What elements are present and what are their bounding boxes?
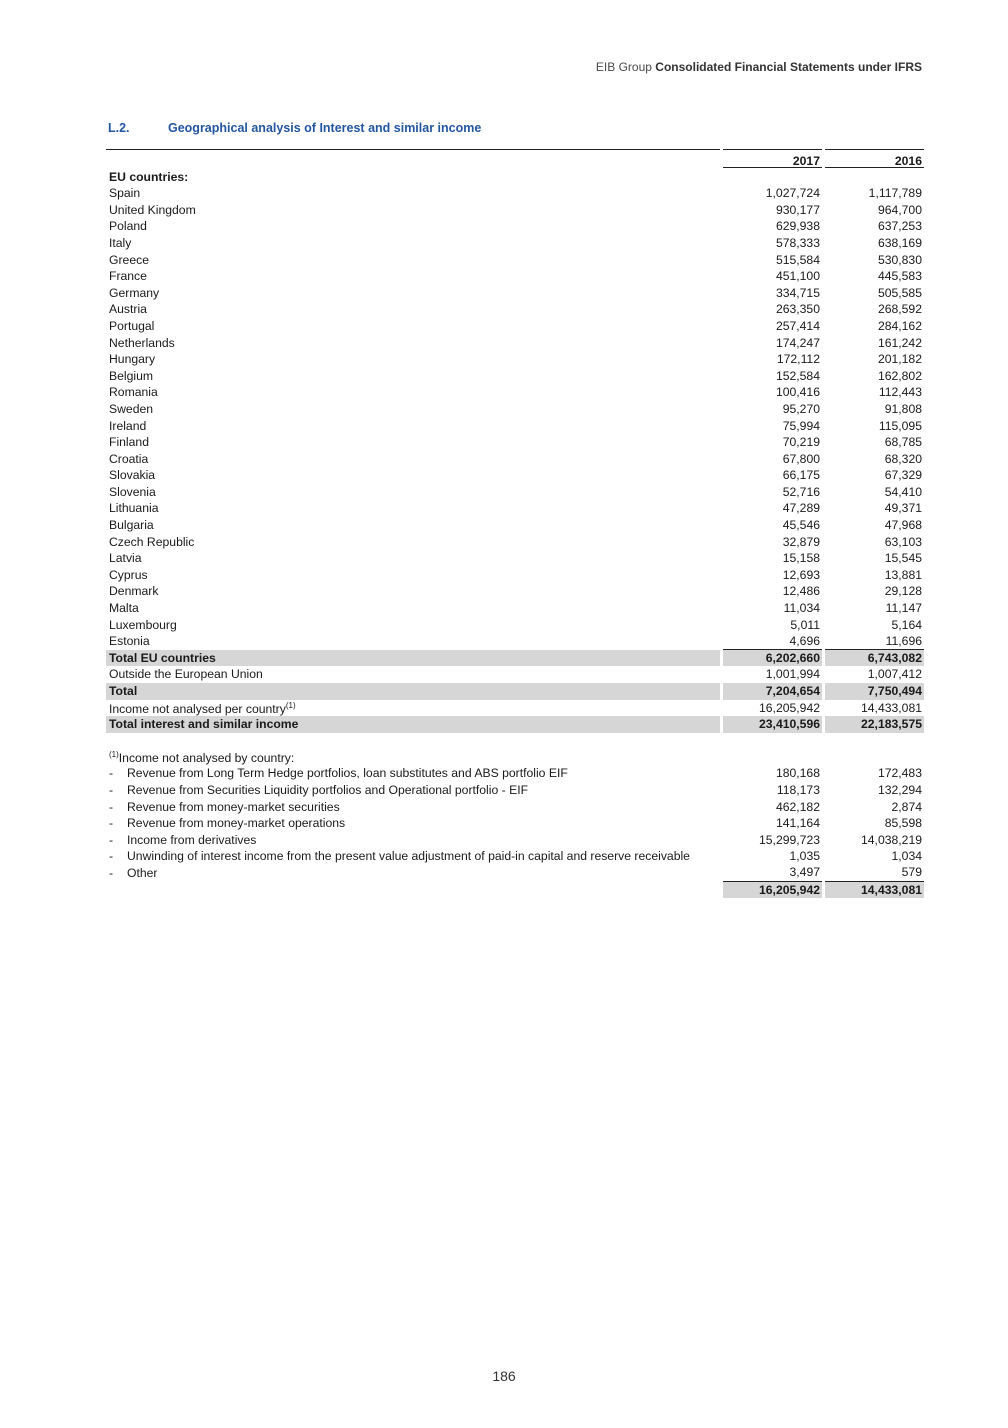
table-row bbox=[106, 185, 924, 202]
column-header-2017: 2017 bbox=[723, 153, 822, 168]
country-name: Romania bbox=[109, 385, 158, 400]
income-table bbox=[106, 148, 924, 898]
value-2016: 201,182 bbox=[877, 352, 922, 367]
eu-heading: EU countries: bbox=[109, 169, 189, 184]
total-eu-label: Total EU countries bbox=[106, 650, 720, 667]
table-row bbox=[106, 335, 924, 352]
note-item-text: Revenue from money-market securities bbox=[127, 799, 340, 814]
value-2016: 505,585 bbox=[877, 285, 922, 300]
value-2017: 4,696 bbox=[723, 633, 822, 651]
section-heading: Geographical analysis of Interest and similar income bbox=[168, 121, 482, 135]
value-2017: 152,584 bbox=[775, 368, 820, 383]
value-2016: 54,410 bbox=[884, 484, 922, 499]
value-2016: 85,598 bbox=[884, 816, 922, 831]
value-2017: 451,100 bbox=[775, 269, 820, 284]
list-item bbox=[106, 765, 924, 782]
value-2017: 172,112 bbox=[776, 352, 820, 367]
value-2016: 2,874 bbox=[891, 799, 922, 814]
value-2017: 3,497 bbox=[723, 864, 822, 882]
value-2016: 112,443 bbox=[878, 385, 922, 400]
table-top-rule bbox=[106, 148, 924, 152]
value-2016: 29,128 bbox=[884, 584, 922, 599]
value-2016: 67,329 bbox=[884, 468, 922, 483]
section-title bbox=[108, 121, 481, 135]
table-row bbox=[106, 268, 924, 285]
country-name: Estonia bbox=[109, 634, 150, 649]
bullet: - bbox=[109, 865, 114, 880]
value-2017: 141,164 bbox=[775, 816, 820, 831]
value-2017: 257,414 bbox=[775, 318, 820, 333]
value-2017: 515,584 bbox=[775, 252, 820, 267]
note-item-text: Revenue from money-market operations bbox=[127, 816, 346, 831]
value-2017: 15,299,723 bbox=[759, 832, 820, 847]
list-item bbox=[106, 832, 924, 849]
country-name: Portugal bbox=[109, 318, 155, 333]
value-2017: 95,270 bbox=[782, 401, 820, 416]
country-name: Bulgaria bbox=[109, 518, 154, 533]
grand-total-row bbox=[106, 716, 924, 733]
country-name: Sweden bbox=[109, 401, 154, 416]
table-header-row bbox=[106, 152, 924, 169]
note-item-label bbox=[106, 832, 720, 849]
country-name: Netherlands bbox=[109, 335, 175, 350]
value-2016: 5,164 bbox=[891, 617, 922, 632]
section-number: L.2. bbox=[108, 121, 130, 135]
table-row bbox=[106, 500, 924, 517]
note-total-row bbox=[106, 882, 924, 899]
list-item bbox=[106, 799, 924, 816]
country-name: Italy bbox=[109, 235, 132, 250]
grand-total-label: Total interest and similar income bbox=[106, 716, 720, 733]
table-row bbox=[106, 252, 924, 269]
list-item bbox=[106, 782, 924, 799]
value-2016: 63,103 bbox=[884, 534, 922, 549]
table-row bbox=[106, 202, 924, 219]
total-eu-row bbox=[106, 650, 924, 667]
value-2017: 12,486 bbox=[782, 584, 820, 599]
value-2016: 284,162 bbox=[877, 318, 922, 333]
total-eu-2017: 6,202,660 bbox=[723, 650, 822, 667]
value-2016: 162,802 bbox=[877, 368, 922, 383]
bullet: - bbox=[109, 766, 114, 781]
not-analysed-2017: 16,205,942 bbox=[759, 700, 820, 715]
column-header-2016: 2016 bbox=[825, 153, 924, 168]
note-sup: (1) bbox=[109, 750, 119, 760]
note-item-label bbox=[106, 799, 720, 816]
value-2017: 930,177 bbox=[775, 202, 820, 217]
note-item-text: Other bbox=[127, 865, 158, 880]
value-2017: 15,158 bbox=[782, 551, 820, 566]
value-2016: 11,696 bbox=[825, 633, 924, 651]
country-name: Greece bbox=[109, 252, 149, 267]
table-row bbox=[106, 401, 924, 418]
value-2016: 579 bbox=[825, 864, 924, 882]
country-name: Spain bbox=[109, 186, 141, 201]
table-row bbox=[106, 351, 924, 368]
list-item bbox=[106, 848, 924, 865]
table-row bbox=[106, 600, 924, 617]
country-name: Slovenia bbox=[109, 484, 156, 499]
note-item-text: Revenue from Long Term Hedge portfolios, loan substitutes and ABS portfolio EIF bbox=[127, 766, 568, 781]
note-title-text: Income not analysed by country: bbox=[118, 751, 295, 766]
not-analysed-2016: 14,433,081 bbox=[861, 700, 922, 715]
value-2016: 161,242 bbox=[877, 335, 922, 350]
bullet: - bbox=[109, 799, 114, 814]
country-name: Croatia bbox=[109, 451, 149, 466]
country-name: Latvia bbox=[109, 551, 142, 566]
note-total-2017: 16,205,942 bbox=[723, 882, 822, 899]
value-2016: 132,294 bbox=[877, 782, 922, 797]
value-2017: 11,034 bbox=[783, 601, 820, 616]
grand-total-2017: 23,410,596 bbox=[723, 716, 822, 733]
country-name: Poland bbox=[109, 219, 147, 234]
table-row bbox=[106, 285, 924, 302]
value-2016: 68,785 bbox=[884, 435, 922, 450]
note-item-text: Revenue from Securities Liquidity portfolios and Operational portfolio - EIF bbox=[127, 782, 529, 797]
total-2017: 7,204,654 bbox=[723, 683, 822, 700]
table-row bbox=[106, 434, 924, 451]
country-name: Austria bbox=[109, 302, 147, 317]
note-item-label bbox=[106, 865, 720, 882]
table-row bbox=[106, 384, 924, 401]
total-2016: 7,750,494 bbox=[825, 683, 924, 700]
value-2016: 530,830 bbox=[877, 252, 922, 267]
value-2016: 172,483 bbox=[877, 766, 922, 781]
country-name: France bbox=[109, 269, 147, 284]
table-row bbox=[106, 517, 924, 534]
table-row bbox=[106, 617, 924, 634]
value-2017: 118,173 bbox=[776, 782, 820, 797]
table-row bbox=[106, 451, 924, 468]
value-2017: 263,350 bbox=[775, 302, 820, 317]
value-2017: 100,416 bbox=[775, 385, 820, 400]
country-name: Lithuania bbox=[109, 501, 159, 516]
country-name: Finland bbox=[109, 435, 149, 450]
country-name: Denmark bbox=[109, 584, 159, 599]
bullet: - bbox=[109, 816, 114, 831]
value-2017: 12,693 bbox=[782, 567, 820, 582]
outside-eu-2017: 1,001,994 bbox=[723, 666, 822, 684]
country-name: Germany bbox=[109, 285, 160, 300]
outside-eu-row bbox=[106, 666, 924, 683]
value-2016: 115,095 bbox=[878, 418, 922, 433]
bullet: - bbox=[109, 832, 114, 847]
table-row bbox=[106, 418, 924, 435]
value-2016: 13,881 bbox=[884, 567, 922, 582]
value-2017: 462,182 bbox=[775, 799, 820, 814]
value-2017: 1,035 bbox=[789, 849, 820, 864]
value-2016: 11,147 bbox=[885, 601, 922, 616]
table-row bbox=[106, 218, 924, 235]
value-2017: 1,027,724 bbox=[765, 186, 820, 201]
note-total-2016: 14,433,081 bbox=[825, 882, 924, 899]
value-2016: 268,592 bbox=[877, 302, 922, 317]
bullet: - bbox=[109, 849, 114, 864]
page-header bbox=[596, 60, 922, 74]
country-name: Cyprus bbox=[109, 567, 148, 582]
note-item-label bbox=[106, 782, 720, 799]
value-2017: 52,716 bbox=[782, 484, 820, 499]
value-2017: 5,011 bbox=[790, 617, 820, 632]
grand-total-2016: 22,183,575 bbox=[825, 716, 924, 733]
value-2016: 47,968 bbox=[884, 518, 922, 533]
note-item-label bbox=[106, 848, 720, 865]
value-2016: 445,583 bbox=[877, 269, 922, 284]
country-name: Belgium bbox=[109, 368, 154, 383]
table-row bbox=[106, 583, 924, 600]
not-analysed-row bbox=[106, 700, 924, 717]
table-row bbox=[106, 318, 924, 335]
value-2016: 14,038,219 bbox=[861, 832, 922, 847]
country-name: United Kingdom bbox=[109, 202, 196, 217]
not-analysed-label bbox=[106, 698, 720, 718]
value-2017: 47,289 bbox=[782, 501, 820, 516]
note-rows bbox=[106, 765, 924, 881]
country-name: Luxembourg bbox=[109, 617, 177, 632]
table-row bbox=[106, 301, 924, 318]
value-2017: 70,219 bbox=[782, 435, 820, 450]
country-name: Slovakia bbox=[109, 468, 156, 483]
table-row bbox=[106, 567, 924, 584]
note-item-label bbox=[106, 815, 720, 832]
country-name: Ireland bbox=[109, 418, 147, 433]
note-item-label bbox=[106, 765, 720, 782]
value-2017: 75,994 bbox=[782, 418, 820, 433]
note-title-row bbox=[106, 749, 924, 766]
value-2016: 91,808 bbox=[884, 401, 922, 416]
header-prefix: EIB Group bbox=[595, 60, 652, 74]
table-row bbox=[106, 235, 924, 252]
total-label: Total bbox=[106, 683, 720, 700]
value-2016: 964,700 bbox=[877, 202, 922, 217]
value-2017: 45,546 bbox=[782, 518, 820, 533]
value-2016: 1,117,789 bbox=[868, 186, 922, 201]
table-row bbox=[106, 633, 924, 650]
country-name: Czech Republic bbox=[109, 534, 195, 549]
table-row bbox=[106, 368, 924, 385]
table-row bbox=[106, 550, 924, 567]
header-title: Consolidated Financial Statements under IFRS bbox=[655, 60, 922, 74]
note-title bbox=[106, 747, 720, 767]
outside-eu-2016: 1,007,412 bbox=[825, 666, 924, 684]
country-name: Malta bbox=[109, 601, 139, 616]
note-item-text: Unwinding of interest income from the present value adjustment of paid-in capital and reserve receivable bbox=[127, 849, 690, 864]
not-analysed-text: Income not analysed per country bbox=[109, 702, 286, 717]
outside-eu-label: Outside the European Union bbox=[109, 667, 263, 682]
list-item bbox=[106, 865, 924, 882]
value-2017: 174,247 bbox=[775, 335, 820, 350]
value-2016: 15,545 bbox=[884, 551, 922, 566]
list-item bbox=[106, 815, 924, 832]
value-2016: 49,371 bbox=[884, 501, 922, 516]
note-item-text: Income from derivatives bbox=[127, 832, 257, 847]
value-2016: 68,320 bbox=[884, 451, 922, 466]
table-row bbox=[106, 467, 924, 484]
value-2016: 1,034 bbox=[891, 849, 922, 864]
bullet: - bbox=[109, 782, 114, 797]
value-2016: 638,169 bbox=[877, 235, 922, 250]
country-rows bbox=[106, 185, 924, 650]
value-2017: 32,879 bbox=[782, 534, 820, 549]
value-2016: 637,253 bbox=[877, 219, 922, 234]
value-2017: 334,715 bbox=[775, 285, 820, 300]
value-2017: 66,175 bbox=[782, 468, 820, 483]
page-number: 186 bbox=[492, 1368, 516, 1384]
table-row bbox=[106, 534, 924, 551]
value-2017: 629,938 bbox=[775, 219, 820, 234]
total-eu-2016: 6,743,082 bbox=[825, 650, 924, 667]
footnote-ref: (1) bbox=[285, 701, 296, 711]
value-2017: 180,168 bbox=[775, 766, 820, 781]
country-name: Hungary bbox=[109, 352, 156, 367]
eu-heading-row bbox=[106, 169, 924, 186]
value-2017: 67,800 bbox=[782, 451, 820, 466]
value-2017: 578,333 bbox=[775, 235, 820, 250]
table-row bbox=[106, 484, 924, 501]
